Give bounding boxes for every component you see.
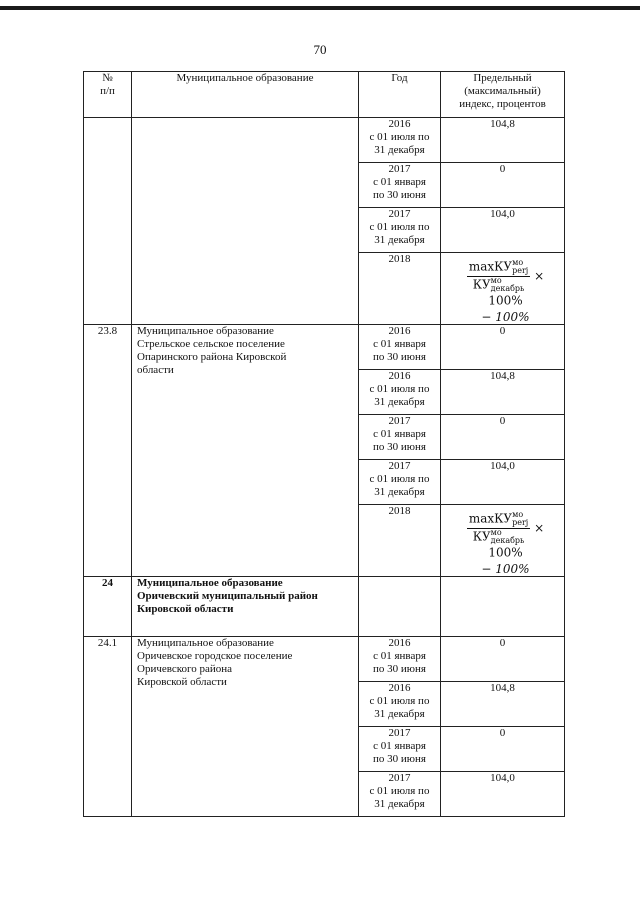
municipality-name <box>132 118 359 325</box>
formula-fraction <box>467 511 530 545</box>
formula-times: × 100% <box>488 269 545 308</box>
table-row <box>84 637 565 682</box>
period-cell: 2016 с 01 января по 30 июня <box>359 325 441 370</box>
formula-times: × 100% <box>488 521 545 560</box>
index-formula <box>444 505 561 576</box>
row-number: 24.1 <box>84 637 132 817</box>
header-year: Год <box>359 72 441 118</box>
period-cell: 2017 с 01 января по 30 июня <box>359 727 441 772</box>
index-value-cell: 104,8 <box>441 682 565 727</box>
index-value-cell <box>441 505 565 577</box>
index-value-cell: 104,0 <box>441 460 565 505</box>
period-cell: 2017 с 01 июля по 31 декабря <box>359 460 441 505</box>
index-value-cell: 0 <box>441 163 565 208</box>
period-cell: 2017 с 01 января по 30 июня <box>359 415 441 460</box>
period-cell: 2017 с 01 января по 30 июня <box>359 163 441 208</box>
formula-denominator: КУ мо декабрь <box>472 528 525 545</box>
index-value-cell: 0 <box>441 415 565 460</box>
index-value-cell: 0 <box>441 325 565 370</box>
index-value-cell <box>441 253 565 325</box>
table-row <box>84 325 565 370</box>
municipality-name: Муниципальное образование Оричевское городское поселение Оричевского района Кировской области <box>132 637 359 817</box>
table-body <box>84 118 565 817</box>
header-mo: Муниципальное образование <box>132 72 359 118</box>
header-num: № п/п <box>84 72 132 118</box>
index-value-cell <box>441 577 565 637</box>
index-value-cell: 0 <box>441 637 565 682</box>
table-row <box>84 118 565 163</box>
row-number: 24 <box>84 577 132 637</box>
index-value-cell: 104,0 <box>441 208 565 253</box>
row-number: 23.8 <box>84 325 132 577</box>
period-cell: 2016 с 01 июля по 31 декабря <box>359 682 441 727</box>
header-index: Предельный (максимальный) индекс, процентов <box>441 72 565 118</box>
row-number <box>84 118 132 325</box>
index-value-cell: 104,0 <box>441 772 565 817</box>
tariff-index-table <box>83 71 565 817</box>
formula-minus: − 100% <box>481 561 530 576</box>
page-number: 70 <box>313 42 327 57</box>
period-cell: 2016 с 01 января по 30 июня <box>359 637 441 682</box>
formula-numerator: maxКУ мо perj <box>468 510 529 527</box>
index-value-cell: 0 <box>441 727 565 772</box>
period-cell: 2018 <box>359 253 441 325</box>
period-cell: 2016 с 01 июля по 31 декабря <box>359 118 441 163</box>
municipality-name: Муниципальное образование Оричевский муниципальный район Кировской области <box>132 577 359 637</box>
formula-denominator: КУ мо декабрь <box>472 276 525 293</box>
top-rule <box>0 6 640 10</box>
period-cell: 2018 <box>359 505 441 577</box>
formula-minus: − 100% <box>481 309 530 324</box>
municipality-name: Муниципальное образование Стрельское сельское поселение Опаринского района Кировской области <box>132 325 359 577</box>
period-cell <box>359 577 441 637</box>
period-cell: 2017 с 01 июля по 31 декабря <box>359 208 441 253</box>
index-value-cell: 104,8 <box>441 370 565 415</box>
period-cell: 2017 с 01 июля по 31 декабря <box>359 772 441 817</box>
table-header-row <box>84 72 565 118</box>
period-cell: 2016 с 01 июля по 31 декабря <box>359 370 441 415</box>
formula-fraction <box>467 259 530 293</box>
formula-numerator: maxКУ мо perj <box>468 258 529 275</box>
index-value-cell: 104,8 <box>441 118 565 163</box>
table-row <box>84 577 565 637</box>
index-formula <box>444 253 561 324</box>
